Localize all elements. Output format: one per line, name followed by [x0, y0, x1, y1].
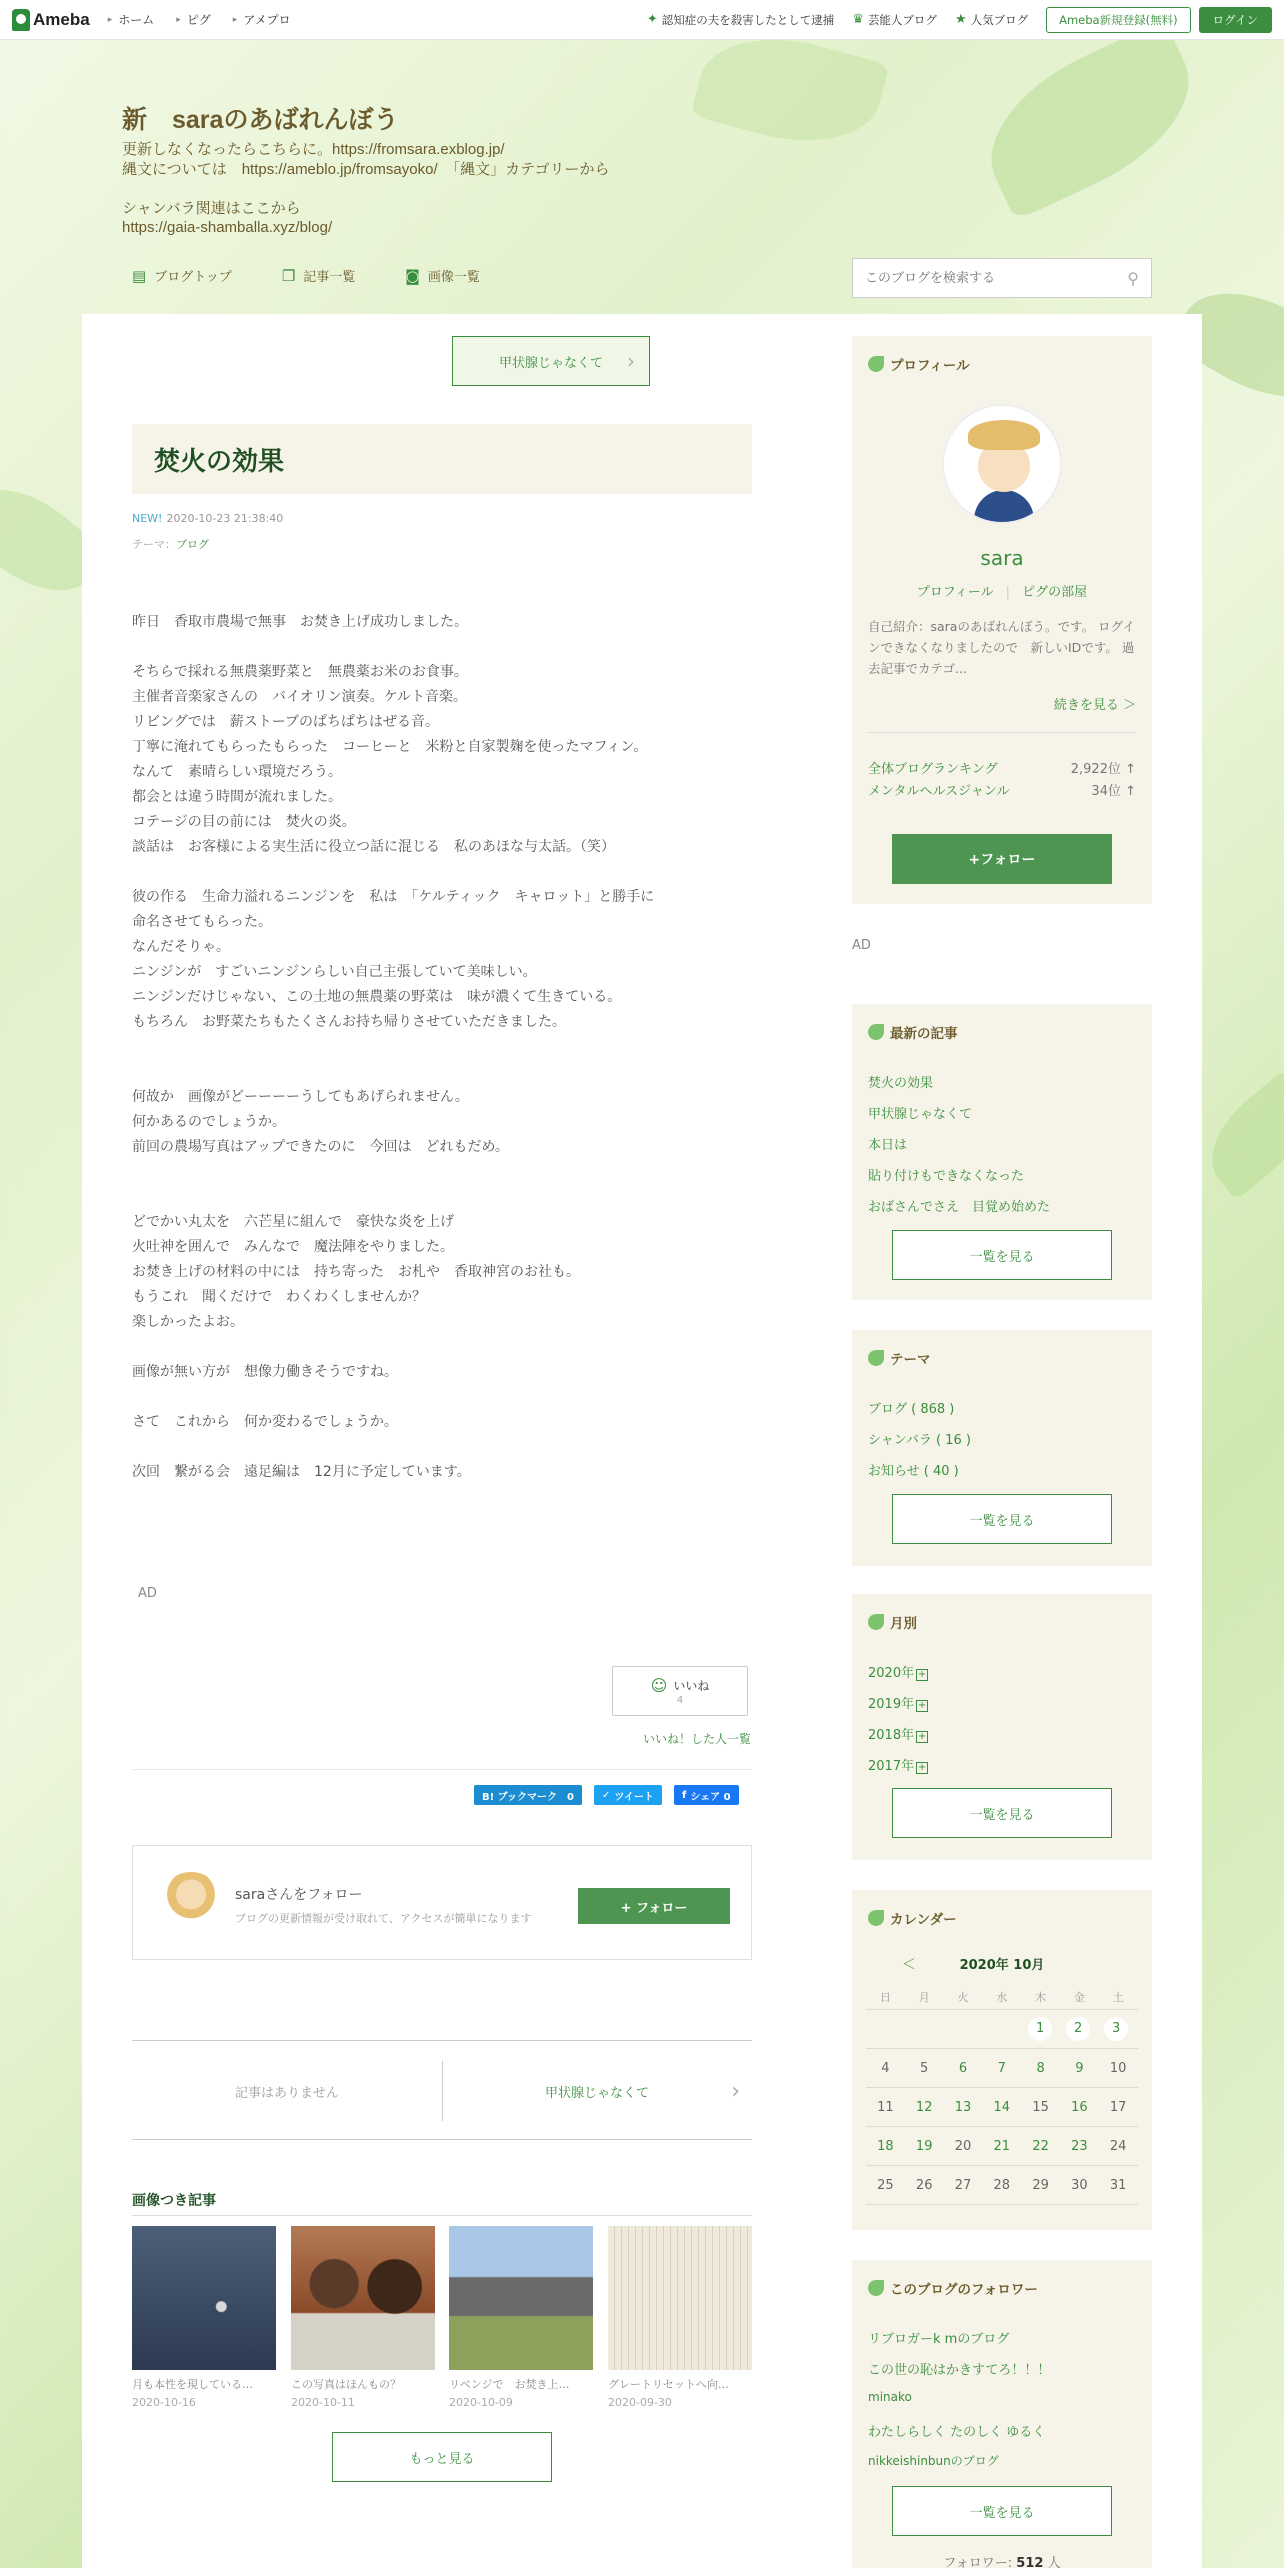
calendar-day: 4 [881, 2060, 890, 2076]
followers-widget [852, 2260, 1152, 2568]
followers-list-button[interactable]: 一覧を見る [892, 2486, 1112, 2536]
monthly-archive-widget [852, 1594, 1152, 1860]
recent-post-link[interactable]: 本日は [868, 1138, 908, 1153]
follow-button[interactable]: + フォロー [578, 1888, 730, 1924]
body-paragraph [132, 1185, 752, 1210]
leaf-icon [868, 2280, 884, 2296]
thumbnail-two-men [291, 2226, 435, 2370]
calendar-day: 11 [877, 2099, 894, 2115]
body-paragraph: 都会とは違う時間が流れました。 [132, 789, 342, 805]
theme-prefix: テーマ： [132, 538, 176, 551]
header-links [647, 7, 1284, 33]
facebook-share-button[interactable] [674, 1785, 739, 1805]
pager-prev: 記事はありません [234, 2085, 339, 2101]
calendar-widget [852, 1890, 1152, 2230]
login-button[interactable]: ログイン [1199, 7, 1272, 33]
archive-year-label: 2020年 [868, 1666, 915, 1681]
body-paragraph [132, 1435, 752, 1460]
follower-link[interactable]: minako [868, 2390, 912, 2404]
body-paragraph: どでかい丸太を 六芒星に組んで 豪快な炎を上げ [132, 1214, 454, 1230]
body-paragraph: 何故か 画像がどーーーーうしてもあげられません。 [132, 1089, 469, 1105]
follower-count-value: 512 [1016, 2556, 1044, 2568]
chevron-right-icon: › [731, 2078, 740, 2104]
body-paragraph [132, 1160, 752, 1185]
ranking-genre-value: 34位 ↑ [1091, 784, 1136, 799]
body-paragraph: コテージの目の前には 焚火の炎。 [132, 814, 356, 830]
nav-article-list-label: 記事一覧 [303, 270, 356, 285]
archive-year-2020[interactable] [868, 1662, 928, 1681]
image-post-caption: 月も本性を現している… [132, 2378, 253, 2391]
followers-heading-label: このブログのフォロワー [890, 2282, 1038, 2298]
weekday-label: 火 [957, 1990, 969, 2004]
body-paragraph: 彼の作る 生命力溢れるニンジンを 私は 「ケルティック キャロット」と勝手に [132, 889, 655, 905]
plus-box-icon: + [917, 1762, 927, 1773]
body-paragraph: お焚き上げの材料の中には 持ち寄った お札や 香取神宮のお社も。 [132, 1264, 580, 1280]
monthly-heading [868, 1612, 917, 1632]
more-button[interactable]: もっと見る [332, 2432, 552, 2482]
calendar-day: 27 [954, 2177, 972, 2193]
body-paragraph: なんだそりゃ。 [132, 939, 230, 955]
followers-heading [868, 2278, 1038, 2298]
body-paragraph: 火吐神を囲んで みんなで 魔法陣をやりました。 [132, 1239, 454, 1255]
follower-link[interactable]: この世の恥はかきすてろ！！！ [868, 2363, 1051, 2378]
weekday-label: 金 [1073, 1990, 1085, 2004]
body-paragraph: 前回の農場写真はアップできたのに 今回は どれもだめ。 [132, 1139, 509, 1155]
new-badge: NEW! [132, 512, 163, 525]
search-input[interactable] [865, 271, 1127, 286]
image-post-date: 2020-10-11 [291, 2396, 355, 2409]
sidebar-ad-label: AD [852, 938, 871, 953]
body-paragraph: 昨日 香取市農場で無事 お焚き上げ成功しました。 [132, 614, 468, 630]
avatar[interactable] [942, 404, 1062, 524]
calendar-day-link[interactable]: 18 [877, 2138, 894, 2154]
calendar-week [866, 2088, 1138, 2127]
nav-blog-top[interactable] [132, 266, 232, 285]
weekday-label: 日 [879, 1990, 891, 2004]
avatar-shirt [974, 490, 1034, 524]
calendar-day: 10 [1109, 2060, 1127, 2076]
sparkle-icon: ✦ [646, 12, 658, 27]
pigg-room-link[interactable]: ピグの部屋 [1022, 585, 1088, 600]
image-post-caption: グレートリセットへ向… [608, 2378, 729, 2391]
calendar-day: 17 [1109, 2099, 1127, 2115]
divider [132, 2215, 752, 2216]
calendar-heading [868, 1908, 957, 1928]
ranking-overall-label[interactable]: 全体ブログランキング [868, 762, 998, 777]
blog-nav [132, 266, 530, 285]
calendar-day-link[interactable]: 13 [954, 2099, 972, 2115]
archive-year-label: 2017年 [868, 1759, 915, 1774]
calendar-week [866, 2127, 1138, 2166]
image-post-date: 2020-09-30 [608, 2396, 672, 2409]
background-leaf [1192, 1070, 1284, 1201]
calendar-grid [866, 1984, 1138, 2205]
smile-icon: ☺ [650, 1676, 668, 1695]
body-paragraph: 丁寧に淹れてもらったもらった コーヒーと 米粉と自家製麹を使ったマフィン。 [132, 739, 648, 755]
weekday-label: 水 [996, 1990, 1008, 2004]
calendar-week [866, 2166, 1138, 2205]
monthly-list-button[interactable]: 一覧を見る [892, 1788, 1112, 1838]
nav-blog-top-label: ブログトップ [154, 270, 232, 285]
divider [132, 1769, 752, 1770]
profile-links [852, 581, 1152, 600]
calendar-day: 25 [877, 2177, 894, 2193]
calendar-day: 20 [954, 2138, 972, 2154]
facebook-share-label: シェア 0 [690, 1791, 731, 1803]
themes-heading-label: テーマ [890, 1352, 931, 1368]
tweet-label: ツイート [614, 1791, 654, 1803]
body-paragraph: 主催者音楽家さんの バイオリン演奏。ケルト音楽。 [132, 689, 467, 705]
plus-box-icon: + [917, 1700, 927, 1711]
blog-title[interactable]: 新 saraのあばれんぼう [122, 106, 399, 134]
plus-box-icon: + [917, 1731, 927, 1742]
like-list-link[interactable]: いいね！した人一覧 [643, 1732, 752, 1746]
theme-link[interactable]: お知らせ ( 40 ) [868, 1464, 959, 1479]
calendar-heading-label: カレンダー [890, 1912, 957, 1928]
body-paragraph: もちろん お野菜たちもたくさんお持ち帰りさせていただきました。 [132, 1014, 566, 1030]
profile-widget [852, 336, 1152, 904]
calendar-day-link[interactable]: 16 [1071, 2099, 1088, 2115]
blog-description: 更新しなくなったらこちらに。https://fromsara.exblog.jp/ 縄文については https://ameblo.jp/fromsayoko/ 「縄文」カテゴリーから シャンバラ関連はここから https://gaia-shamballa.xyz/blog/ [122, 141, 610, 236]
image-post-item[interactable] [449, 2226, 593, 2409]
calendar-month: 2020年 10月 [959, 1958, 1045, 1973]
recent-posts-widget [852, 1004, 1152, 1300]
calendar-weekdays [866, 1984, 1138, 2010]
follower-count-label: フォロワー: [943, 2556, 1013, 2568]
background-leaf [965, 19, 1215, 221]
calendar-day: 15 [1032, 2099, 1049, 2115]
body-paragraph: 画像が無い方が 想像力働きそうですね。 [132, 1364, 398, 1380]
twitter-icon: ✓ [602, 1789, 611, 1801]
body-paragraph: なんて 素晴らしい環境だろう。 [132, 764, 342, 780]
nav-image-list[interactable] [405, 266, 480, 285]
follower-count [852, 2552, 1152, 2568]
image-post-date: 2020-10-09 [449, 2396, 513, 2409]
global-nav [108, 11, 313, 28]
calendar-day-link[interactable]: 7 [997, 2060, 1006, 2076]
image-post-caption: リベンジで お焚き上… [449, 2378, 570, 2391]
calendar-week [866, 2049, 1138, 2088]
leaf-icon [868, 1910, 884, 1926]
theme-link[interactable]: シャンバラ ( 16 ) [868, 1433, 971, 1448]
calendar-day-link[interactable]: 19 [915, 2138, 933, 2154]
recent-posts-list-button[interactable]: 一覧を見る [892, 1230, 1112, 1280]
nav-image-list-label: 画像一覧 [427, 270, 480, 285]
hatena-bookmark-button[interactable]: B! ブックマーク 0 [474, 1785, 582, 1805]
calendar-day: 26 [915, 2177, 933, 2193]
theme-link[interactable]: ブログ [176, 538, 209, 551]
leaf-icon [868, 1614, 884, 1630]
divider [868, 732, 1136, 733]
calendar-day-link[interactable]: 8 [1036, 2060, 1045, 2076]
image-post-item[interactable] [291, 2226, 435, 2409]
recent-posts-heading [868, 1022, 958, 1042]
ranking-overall-value: 2,922位 ↑ [1070, 762, 1136, 777]
body-paragraph [132, 1385, 752, 1410]
body-paragraph [132, 1335, 752, 1360]
global-header [0, 0, 1284, 40]
popular-blogs-label: 人気ブログ [970, 12, 1029, 27]
facebook-icon: f [682, 1789, 687, 1801]
crown-icon: ★ [954, 12, 967, 27]
like-label: いいね [673, 1679, 710, 1693]
trending-news-label: 認知症の夫を殺害したとして逮捕 [661, 12, 835, 27]
register-button[interactable]: Ameba新規登録(無料) [1046, 7, 1190, 33]
pager-next-label: 甲状腺じゃなくて [544, 2085, 649, 2101]
calendar-day-link[interactable]: 1 [1028, 2017, 1052, 2041]
calendar-day-link[interactable]: 3 [1104, 2017, 1128, 2041]
body-paragraph: リビングでは 薪ストーブのぱちぱちはぜる音。 [132, 714, 440, 730]
thumbnail-moon [132, 2226, 276, 2370]
tweet-button[interactable] [594, 1785, 662, 1805]
pager-next[interactable] [442, 2041, 752, 2141]
body-paragraph [132, 635, 752, 660]
body-paragraph [132, 1035, 752, 1060]
archive-year-2019[interactable] [868, 1693, 928, 1712]
image-post-item[interactable] [608, 2226, 752, 2409]
calendar-week [866, 2010, 1138, 2049]
follow-card [132, 1845, 752, 1960]
article-datetime: 2020-10-23 21:38:40 [166, 512, 284, 525]
like-count: 4 [676, 1695, 684, 1706]
image-posts-heading: 画像つき記事 [132, 2193, 216, 2209]
body-paragraph: 命名させてもらった。 [132, 914, 272, 930]
blog-search [852, 258, 1152, 298]
body-paragraph: 何かあるのでしょうか。 [132, 1114, 286, 1130]
prev-article-label: 甲状腺じゃなくて [498, 355, 603, 371]
thumbnail-cottage [449, 2226, 593, 2370]
monthly-heading-label: 月別 [890, 1616, 917, 1632]
calendar-day-link[interactable]: 12 [915, 2099, 933, 2115]
popular-blogs-link[interactable] [955, 12, 1028, 28]
article-pager [132, 2040, 752, 2140]
ad-label: AD [138, 1586, 157, 1601]
ameba-logo-icon [12, 9, 30, 31]
recent-post-link[interactable]: 焚火の効果 [868, 1076, 934, 1091]
theme-link[interactable]: ブログ ( 868 ) [868, 1402, 955, 1417]
chevron-right-icon: › [627, 349, 635, 373]
logo-text: Ameba [33, 9, 90, 29]
image-post-date: 2020-10-16 [132, 2396, 196, 2409]
weekday-label: 木 [1035, 1990, 1047, 2004]
celebrity-blogs-label: 芸能人ブログ [867, 12, 937, 27]
calendar-day-link[interactable]: 23 [1071, 2138, 1088, 2154]
profile-heading [868, 354, 970, 374]
calendar-day: 28 [993, 2177, 1011, 2193]
calendar-day: 31 [1109, 2177, 1127, 2193]
article-body [132, 610, 752, 1485]
thumbnail-book [608, 2226, 752, 2370]
separator: | [1005, 585, 1011, 600]
calendar-prev-button[interactable]: ＜ [902, 1957, 916, 1973]
plus-box-icon: + [917, 1669, 927, 1680]
trending-news-link[interactable] [647, 12, 834, 28]
weekday-label: 月 [918, 1990, 930, 2004]
article-title[interactable]: 焚火の効果 [132, 424, 752, 494]
nav-pigg[interactable]: ▸ ピグ [176, 11, 211, 28]
crown-icon: ♛ [852, 12, 864, 27]
archive-year-label: 2018年 [868, 1728, 915, 1743]
themes-list-button[interactable]: 一覧を見る [892, 1494, 1112, 1544]
body-paragraph: もうこれ 聞くだけで わくわくしませんか？ [132, 1289, 426, 1305]
avatar [159, 1872, 223, 1936]
sidebar-follow-button[interactable]: +フォロー [892, 834, 1112, 884]
calendar-day-link[interactable]: 21 [993, 2138, 1011, 2154]
like-button[interactable] [612, 1666, 748, 1716]
leaf-icon [868, 1350, 884, 1366]
celebrity-blogs-link[interactable] [852, 12, 937, 28]
ameba-logo[interactable] [12, 9, 90, 31]
weekday-label: 土 [1112, 1990, 1124, 2004]
profile-name[interactable]: sara [980, 546, 1024, 570]
image-post-item[interactable] [132, 2226, 276, 2409]
body-paragraph: ニンジンが すごいニンジンらしい自己主張していて美味しい。 [132, 964, 537, 980]
archive-year-2017[interactable] [868, 1755, 928, 1774]
copy-icon: ❐ [281, 266, 296, 285]
document-icon: ▤ [132, 266, 147, 285]
prev-article-button[interactable] [452, 336, 650, 386]
follower-link[interactable]: nikkeishinbunのブログ [868, 2454, 999, 2468]
body-paragraph: 談話は お客様による実生活に役立つ話に混じる 私のあほな与太話。（笑） [132, 839, 615, 855]
camera-icon: ◙ [405, 266, 420, 285]
leaf-icon [868, 356, 884, 372]
calendar-day-link[interactable]: 2 [1066, 2017, 1090, 2041]
archive-year-2018[interactable] [868, 1724, 928, 1743]
recent-post-link[interactable]: おばさんでさえ 目覚め始めた [868, 1200, 1051, 1215]
body-paragraph [132, 860, 752, 885]
article-meta [132, 512, 283, 525]
ranking-genre-label[interactable]: メンタルヘルスジャンル [868, 784, 1010, 799]
follower-link[interactable]: リブロガーk mのブログ [868, 2332, 1010, 2347]
themes-heading [868, 1348, 931, 1368]
body-paragraph: そちらで採れる無農薬野菜と 無農薬お米のお食事。 [132, 664, 468, 680]
calendar-day: 29 [1032, 2177, 1049, 2193]
follow-card-subtext: ブログの更新情報が受け取れて、アクセスが簡単になります [235, 1912, 532, 1925]
calendar-day-link[interactable]: 9 [1075, 2060, 1084, 2076]
follower-link[interactable]: わたしらしく たのしく ゆるく [868, 2425, 1046, 2440]
profile-heading-label: プロフィール [890, 358, 970, 374]
nav-amepro[interactable]: ▸ アメプロ [233, 11, 291, 28]
profile-link[interactable]: プロフィール [916, 585, 994, 600]
recent-post-link[interactable]: 甲状腺じゃなくて [868, 1107, 973, 1122]
profile-intro: 自己紹介：saraのあばれんぼう。です。 ログインできなくなりましたので 新しいIDです。 過去記事でカテゴ... [868, 619, 1135, 676]
follower-count-unit: 人 [1047, 2556, 1061, 2568]
calendar-day-link[interactable]: 22 [1032, 2138, 1049, 2154]
calendar-day: 24 [1109, 2138, 1127, 2154]
body-paragraph: さて これから 何か変わるでしょうか。 [132, 1414, 398, 1430]
body-paragraph: 楽しかったよお。 [132, 1314, 244, 1330]
follow-card-name: saraさんをフォロー [235, 1887, 363, 1903]
image-post-caption: この写真はほんもの？ [291, 2378, 401, 2391]
nav-home[interactable]: ▸ ホーム [108, 11, 155, 28]
read-more-link[interactable]: 続きを見る ＞ [1053, 698, 1136, 713]
themes-widget [852, 1330, 1152, 1566]
leaf-icon [868, 1024, 884, 1040]
body-paragraph: ニンジンだけじゃない、この土地の無農薬の野菜は 味が濃くて生きている。 [132, 989, 622, 1005]
body-paragraph: 次回 繋がる会 遠足編は 12月に予定しています。 [132, 1464, 471, 1480]
calendar-day-link[interactable]: 14 [993, 2099, 1011, 2115]
calendar-day: 5 [920, 2060, 929, 2076]
avatar-hair [968, 420, 1040, 450]
article-theme [132, 536, 209, 552]
calendar-day: 30 [1071, 2177, 1088, 2193]
calendar-day-link[interactable]: 6 [958, 2060, 968, 2076]
archive-year-label: 2019年 [868, 1697, 915, 1712]
nav-article-list[interactable] [282, 266, 355, 285]
recent-post-link[interactable]: 貼り付けもできなくなった [868, 1169, 1025, 1184]
search-icon[interactable]: ⚲ [1127, 268, 1139, 288]
body-paragraph [132, 1060, 752, 1085]
recent-posts-heading-label: 最新の記事 [890, 1026, 958, 1042]
